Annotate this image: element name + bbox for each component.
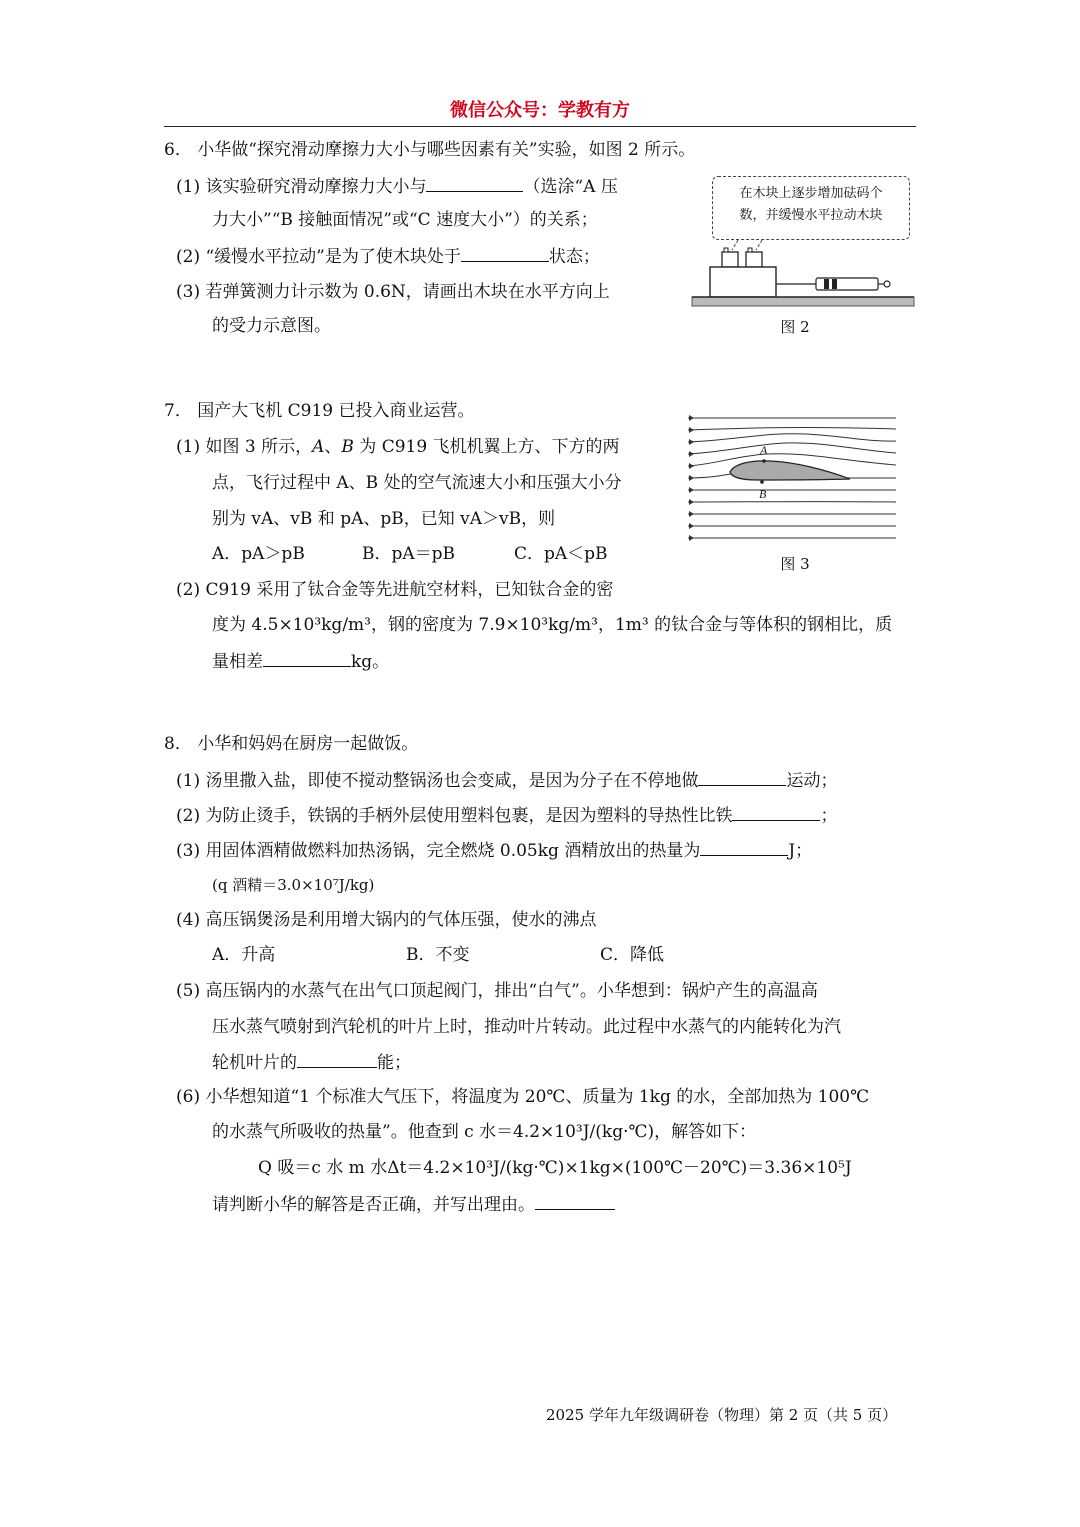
q6-part3-cont: 的受力示意图。 [212,316,331,336]
figure3-airflow [686,412,898,544]
q8-part6-formula: Q 吸＝c 水 m 水Δt＝4.2×10³J/(kg·℃)×1kg×(100℃－20℃)＝3.36×10⁵J [258,1158,852,1178]
q8-part4: (4) 高压锅煲汤是利用增大锅内的气体压强，使水的沸点 [176,910,597,930]
q7-point-b: B [341,437,354,457]
q8-part6-answer-blank[interactable] [535,1193,615,1210]
q7-option-b: B．pA＝pB [362,544,456,564]
q8-part6-cont1: 的水蒸气所吸收的热量”。他查到 c 水＝4.2×10³J/(kg·℃)，解答如下： [212,1122,757,1142]
q8-part2 [176,804,837,827]
q7-part1-cont1: 点，飞行过程中 A、B 处的空气流速大小和压强大小分 [212,473,622,493]
q8-part2-tail: ； [820,806,838,826]
q6-part2-tail: 状态； [548,247,600,267]
figure2-note-line2: 数，并缓慢水平拉动木块 [739,208,883,223]
q6-part1 [176,175,618,198]
q8-part5: (5) 高压锅内的水蒸气在出气口顶起阀门，排出“白气”。小华想到：锅炉产生的高温高 [176,981,818,1001]
q7-part2: (2) C919 采用了钛合金等先进航空材料，已知钛合金的密 [176,580,614,600]
q8-part3-text: (3) 用固体酒精做燃料加热汤锅，完全燃烧 0.05kg 酒精放出的热量为 [176,841,701,861]
q8-part5-tail: 能； [377,1053,411,1073]
q8-part2-answer-blank[interactable] [732,804,820,821]
q8-part5-answer-blank[interactable] [297,1051,377,1068]
q7-part1-cont2: 别为 vA、vB 和 pA、pB，已知 vA＞vB，则 [212,509,556,529]
header-rule [164,126,916,127]
q7-point-a: A [312,437,325,457]
figure2-callout [712,176,910,240]
q7-part1 [176,436,620,458]
q8-part3-unit: J； [788,841,813,861]
figure3-label-a: A [760,443,768,457]
q7-part1-text: (1) 如图 3 所示， [176,437,313,457]
q8-part3 [176,839,812,862]
q6-part3: (3) 若弹簧测力计示数为 0.6N，请画出木块在水平方向上 [176,282,610,302]
q6-part2-answer-blank[interactable] [461,245,549,262]
q7-stem: 7． 国产大飞机 C919 已投入商业运营。 [164,401,475,421]
q8-part5-cont2 [212,1051,411,1074]
q8-part5-text: 轮机叶片的 [212,1053,297,1073]
q8-part3-given: (q 酒精＝3.0×10⁷J/kg) [212,876,375,894]
q7-part2-unit: kg。 [351,652,390,672]
q8-part2-text: (2) 为防止烫手，铁锅的手柄外层使用塑料包裹，是因为塑料的导热性比铁 [176,806,733,826]
q8-part1-answer-blank[interactable] [698,769,786,786]
q7-option-a: A．pA＞pB [212,544,305,564]
q8-part1-text: (1) 汤里撒入盐，即使不搅动整锅汤也会变咸，是因为分子在不停地做 [176,771,699,791]
figure3-caption: 图 3 [780,555,810,573]
q8-part3-answer-blank[interactable] [700,839,788,856]
q8-option-a: A．升高 [212,945,276,965]
q6-part1-answer-blank[interactable] [426,175,523,192]
q8-part6: (6) 小华想知道“1 个标准大气压下，将温度为 20℃、质量为 1kg 的水，全部加热为 100℃ [176,1087,870,1107]
figure2-apparatus [688,238,918,314]
q7-sep: 、 [324,437,342,457]
figure3-label-b: B [759,487,767,501]
q7-part2-text: 量相差 [212,652,263,672]
page-header: 微信公众号：学教有方 [450,100,630,121]
q7-part2-answer-blank[interactable] [263,650,351,667]
q6-stem: 6． 小华做“探究滑动摩擦力大小与哪些因素有关”实验，如图 2 所示。 [164,140,696,160]
q8-stem: 8． 小华和妈妈在厨房一起做饭。 [164,734,419,754]
q6-part2 [176,245,600,268]
q8-part5-cont1: 压水蒸气喷射到汽轮机的叶片上时，推动叶片转动。此过程中水蒸气的内能转化为汽 [212,1017,841,1037]
q6-part1-choice: （选涂“A 压 [523,177,618,197]
figure2-caption: 图 2 [780,318,810,336]
q8-part6-question [212,1193,615,1216]
q7-part1-rest: 为 C919 飞机机翼上方、下方的两 [353,437,620,457]
q8-part6-text: 请判断小华的解答是否正确，并写出理由。 [212,1195,535,1215]
q8-option-b: B．不变 [406,945,470,965]
q6-part1-cont: 力大小”“B 接触面情况”或“C 速度大小”）的关系； [212,210,598,230]
q8-part1-tail: 运动； [786,771,838,791]
figure2-note-line1: 在木块上逐步增加砝码个 [739,186,883,201]
q8-part1 [176,769,837,792]
page-footer: 2025 学年九年级调研卷（物理）第 2 页（共 5 页） [546,1406,898,1424]
q7-option-c: C．pA＜pB [514,544,608,564]
q6-part2-text: (2) “缓慢水平拉动”是为了使木块处于 [176,247,461,267]
q6-part1-text: (1) 该实验研究滑动摩擦力大小与 [176,177,427,197]
q7-part2-cont1: 度为 4.5×10³kg/m³，钢的密度为 7.9×10³kg/m³，1m³ 的钛合金与等体积的钢相比，质 [212,615,893,635]
q7-part2-cont2 [212,650,389,673]
q8-option-c: C．降低 [600,945,665,965]
